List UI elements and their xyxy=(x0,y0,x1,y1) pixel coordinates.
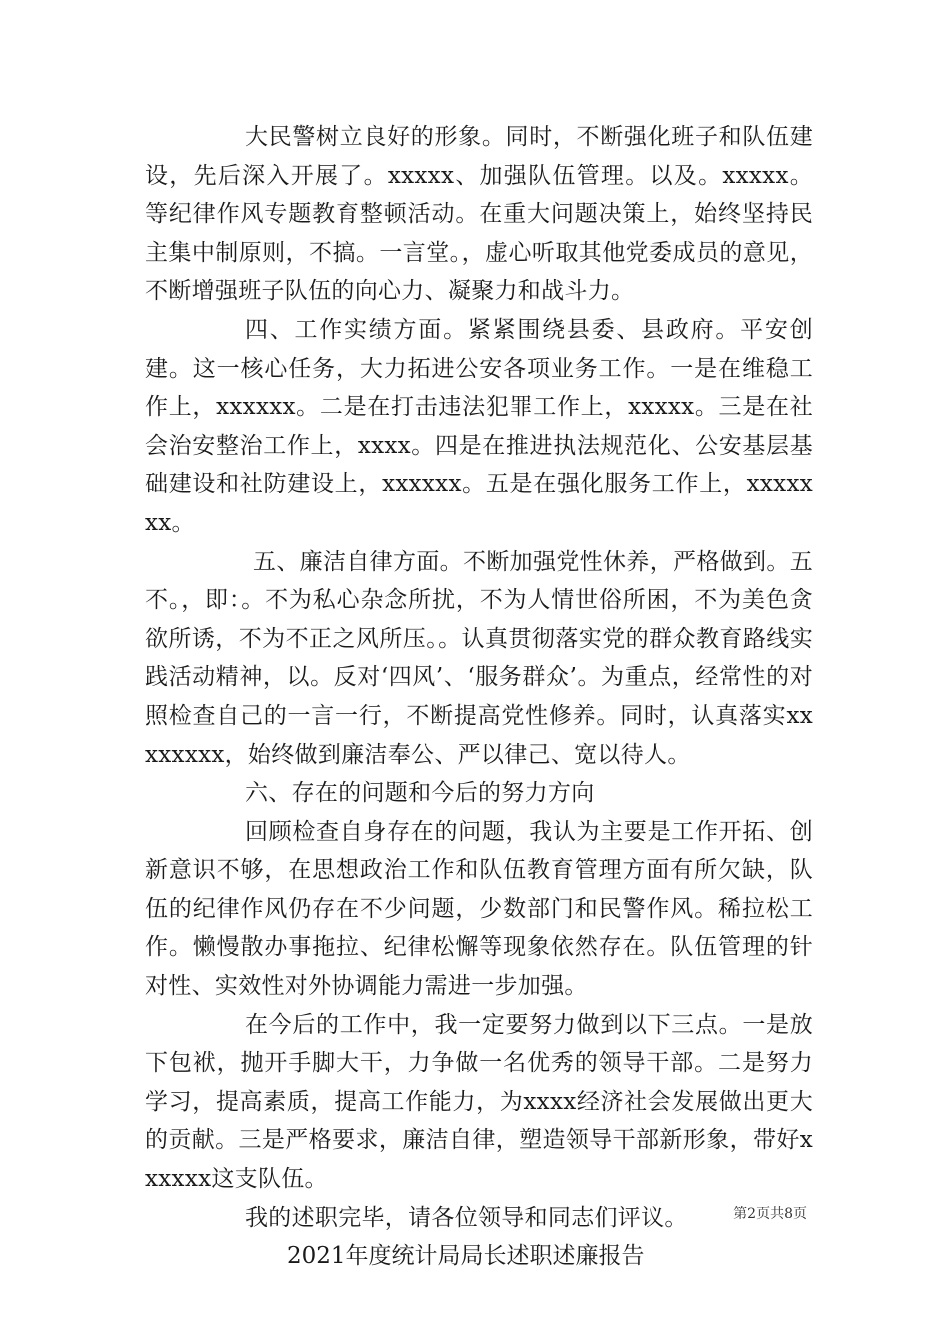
paragraph-integrity: 五、廉洁自律方面。不断加强党性休养，严格做到。五不。，即：。不为私心杂念所扰，不为人情世俗所困，不为美色贪欲所诱，不为不正之风所压。。认真贯彻落实党的群众教育路线实践活动精神，以。反对‘四风’、‘服务群众’。为重点，经常性的对照检查自己的一言一行，不断提高党性修养。同时，认真落实xxxxxxxx，始终做到廉洁奉公、严以律己、宽以待人。 xyxy=(145,548,813,768)
page-number-footer: 第2页共8页 xyxy=(733,1206,807,1222)
paragraph-work-performance: 四、工作实绩方面。紧紧围绕县委、县政府。平安创建。这一核心任务，大力拓进公安各项业务工作。一是在维稳工作上，xxxxxx。二是在打击违法犯罪工作上，xxxxx。三是在社会治安整治工作上，xxxx。四是在推进执法规范化、公安基层基础建设和社防建设上，xxxxxx。五是在强化服务工作上，xxxxxxx。 xyxy=(145,316,813,536)
paragraph-closing: 我的述职完毕，请各位领导和同志们评议。 xyxy=(245,1204,688,1231)
next-report-title: 2021年度统计局局长述职述廉报告 xyxy=(287,1243,645,1270)
paragraph-problems: 回顾检查自身存在的问题，我认为主要是工作开拓、创新意识不够，在思想政治工作和队伍教育管理方面有所欠缺，队伍的纪律作风仍存在不少问题，少数部门和民警作风。稀拉松工作。懒慢散办事拖拉、纪律松懈等现象依然存在。队伍管理的针对性、实效性对外协调能力需进一步加强。 xyxy=(145,818,813,1000)
document-body xyxy=(145,118,813,1276)
section-heading-problems: 六、存在的问题和今后的努力方向 xyxy=(245,780,595,807)
paragraph-future-work: 在今后的工作中，我一定要努力做到以下三点。一是放下包袱，抛开手脚大干，力争做一名优秀的领导干部。二是努力学习，提高素质，提高工作能力，为xxxx经济社会发展做出更大的贡献。三是严格要求，廉洁自律，塑造领导干部新形象，带好xxxxxx这支队伍。 xyxy=(145,1011,813,1193)
paragraph-team-building: 大民警树立良好的形象。同时，不断强化班子和队伍建设，先后深入开展了。xxxxx、加强队伍管理。以及。xxxxx。等纪律作风专题教育整顿活动。在重大问题决策上，始终坚持民主集中制原则，不搞。一言堂。，虚心听取其他党委成员的意见，不断增强班子队伍的向心力、凝聚力和战斗力。 xyxy=(145,124,813,305)
